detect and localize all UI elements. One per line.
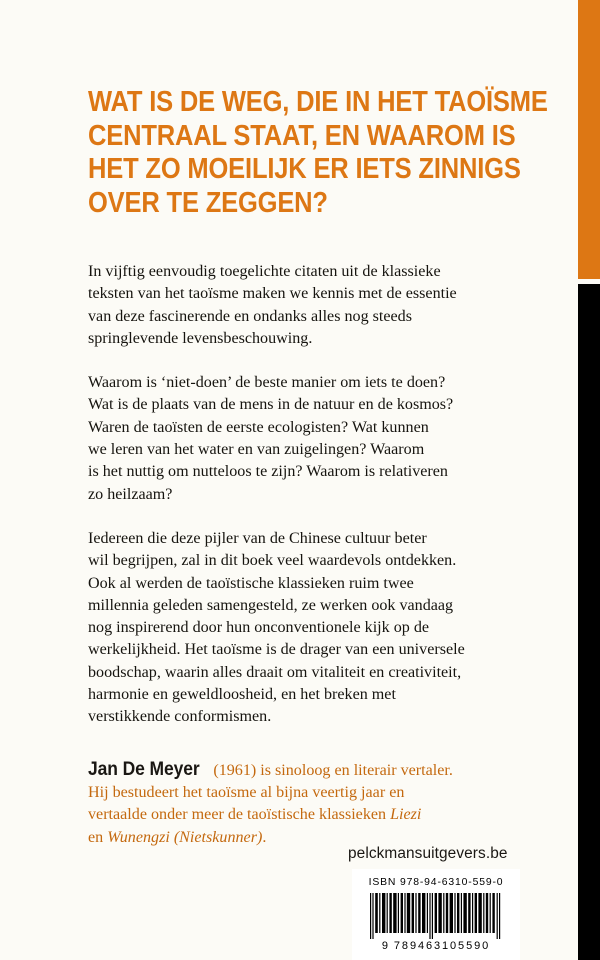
- barcode-bars-icon: [370, 893, 502, 939]
- headline-line: WAT IS DE WEG, DIE IN HET TAOÏSME: [88, 86, 548, 118]
- barcode-block: [352, 869, 520, 960]
- barcode-digits-right: 105590: [442, 940, 491, 952]
- blurb-paragraph: [88, 528, 518, 729]
- author-bio-line: [88, 804, 518, 826]
- blurb-line: Waren de taoïsten de eerste ecologisten? Wat kunnen: [88, 418, 429, 436]
- author-bio-text: en: [88, 828, 108, 846]
- blurb-line: verstikkende conformismen.: [88, 708, 272, 726]
- headline-line: HET ZO MOEILIJK ER IETS ZINNIGS: [88, 153, 521, 185]
- blurb-text: [88, 261, 518, 729]
- blurb-line: wil begrijpen, zal in dit boek veel waardevols ontdekken.: [88, 552, 457, 570]
- barcode-digits-left: 789463: [393, 940, 443, 952]
- book-title-liezi: Liezi: [390, 806, 422, 824]
- blurb-line: Wat is de plaats van de mens in de natuur en de kosmos?: [88, 396, 454, 414]
- author-bio-text: vertaalde onder meer de taoïstische klassieken: [88, 806, 391, 824]
- blurb-line: In vijftig eenvoudig toegelichte citaten uit de klassieke: [88, 263, 441, 280]
- author-bio-text: .: [262, 828, 267, 846]
- publisher-url[interactable]: pelckmansuitgevers.be: [348, 845, 508, 862]
- blurb-line: zo heilzaam?: [88, 485, 173, 503]
- blurb-line: van deze fascinerende en ondanks alles nog steeds: [88, 307, 412, 325]
- cover-content: [88, 0, 548, 849]
- isbn-number: 978-94-6310-559-0: [399, 877, 504, 888]
- spine-strip-orange: [578, 0, 600, 279]
- blurb-line: millennia geleden samengesteld, ze werken ook vandaag: [88, 596, 454, 614]
- blurb-line: springlevende levensbeschouwing.: [88, 329, 313, 347]
- blurb-line: nog inspirerend door hun onconventionele kijk op de: [88, 619, 430, 637]
- headline-line: CENTRAAL STAAT, EN WAAROM IS: [88, 119, 516, 152]
- isbn-text: [352, 877, 520, 888]
- barcode-lead-digit: 9: [381, 940, 390, 952]
- blurb-line: Ook al werden de taoïstische klassieken ruim twee: [88, 574, 414, 592]
- book-title-wunengzi: Wunengzi (Nietskunner): [107, 828, 263, 846]
- blurb-line: teksten van het taoïsme maken we kennis met de essentie: [88, 285, 457, 303]
- headline-line: OVER TE ZEGGEN?: [88, 186, 328, 219]
- headline: [88, 0, 548, 220]
- blurb-line: werkelijkheid. Het taoïsme is de drager van een universele: [88, 641, 465, 659]
- blurb-line: is het nuttig om nutteloos te zijn? Waarom is relativeren: [88, 463, 448, 481]
- blurb-line: we leren van het water en van zuigelingen? Waarom: [88, 441, 425, 459]
- author-bio: [88, 759, 518, 849]
- blurb-line: boodschap, waarin alles draait om vitaliteit en creativiteit,: [88, 663, 462, 681]
- author-bio-text: (1961) is sinoloog en literair vertaler.: [209, 761, 453, 779]
- blurb-line: Waarom is ‘niet-doen’ de beste manier om iets te doen?: [88, 374, 446, 392]
- blurb-paragraph: [88, 372, 518, 506]
- spine-strip-black: [578, 284, 600, 960]
- isbn-label: ISBN: [368, 877, 397, 888]
- author-name: Jan De Meyer: [88, 758, 200, 780]
- blurb-paragraph: [88, 261, 518, 350]
- blurb-line: harmonie en geweldloosheid, en het breken met: [88, 686, 396, 704]
- author-bio-line: [88, 759, 518, 782]
- blurb-line: Iedereen die deze pijler van de Chinese cultuur beter: [88, 529, 427, 547]
- barcode-digits: [352, 940, 520, 952]
- author-bio-line: Hij bestudeert het taoïsme al bijna veertig jaar en: [88, 783, 405, 801]
